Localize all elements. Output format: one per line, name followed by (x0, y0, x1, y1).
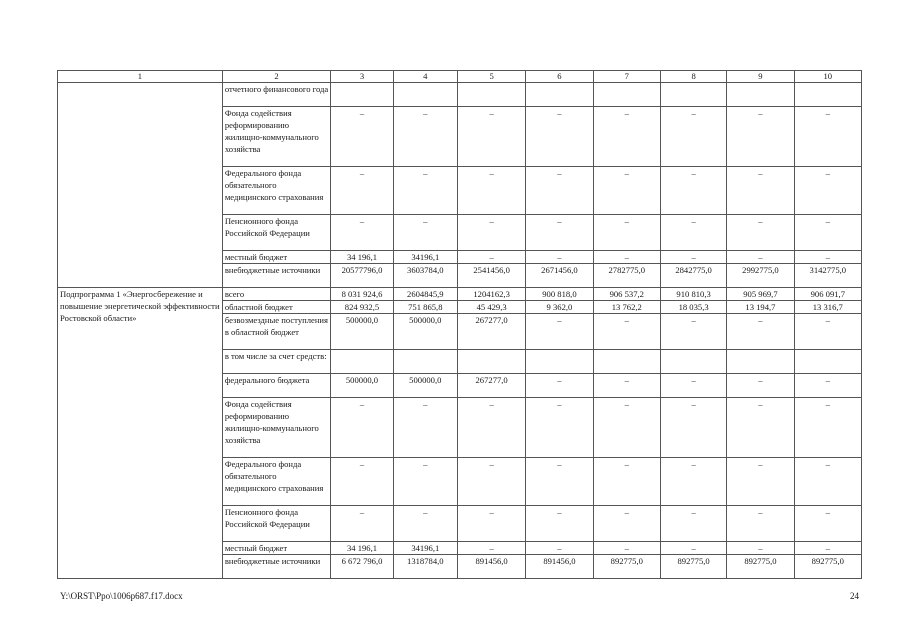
table-row (58, 83, 862, 107)
amount-cell: – (331, 107, 393, 167)
funding-source-label: Пенсионного фонда Российской Федерации (222, 215, 331, 251)
amount-cell (457, 83, 525, 107)
amount-cell: 3142775,0 (794, 264, 861, 288)
amount-cell (794, 83, 861, 107)
amount-cell (393, 350, 457, 374)
amount-cell: 3603784,0 (393, 264, 457, 288)
amount-cell: 13 194,7 (727, 301, 794, 314)
amount-cell: – (727, 167, 794, 215)
amount-cell: 18 035,3 (660, 301, 726, 314)
amount-cell: 892775,0 (794, 555, 861, 579)
amount-cell (331, 350, 393, 374)
amount-cell (393, 83, 457, 107)
amount-cell: – (457, 251, 525, 264)
amount-cell: 500000,0 (393, 314, 457, 350)
column-number-header-row (58, 71, 862, 83)
amount-cell: 905 969,7 (727, 288, 794, 301)
amount-cell: 34 196,1 (331, 542, 393, 555)
program-cell (58, 83, 223, 288)
column-number-header: 6 (526, 71, 593, 83)
amount-cell: 892775,0 (727, 555, 794, 579)
amount-cell: 891456,0 (457, 555, 525, 579)
amount-cell: – (727, 506, 794, 542)
amount-cell: 2842775,0 (660, 264, 726, 288)
amount-cell: 34196,1 (393, 542, 457, 555)
column-number-header: 1 (58, 71, 223, 83)
amount-cell: – (526, 251, 593, 264)
amount-cell: – (593, 314, 660, 350)
amount-cell: – (526, 215, 593, 251)
column-number-header: 3 (331, 71, 393, 83)
amount-cell: – (794, 107, 861, 167)
funding-source-label: Фонда содействия реформированию жилищно-коммунального хозяйства (222, 398, 331, 458)
amount-cell: 906 537,2 (593, 288, 660, 301)
amount-cell: – (727, 107, 794, 167)
amount-cell: – (593, 107, 660, 167)
amount-cell: – (457, 398, 525, 458)
amount-cell: 500000,0 (331, 314, 393, 350)
amount-cell: 500000,0 (331, 374, 393, 398)
funding-source-label: всего (222, 288, 331, 301)
column-number-header: 5 (457, 71, 525, 83)
funding-source-label: внебюджетные источники (222, 264, 331, 288)
amount-cell: – (727, 374, 794, 398)
amount-cell: – (457, 107, 525, 167)
amount-cell: – (593, 542, 660, 555)
amount-cell: 900 818,0 (526, 288, 593, 301)
amount-cell: 2604845,9 (393, 288, 457, 301)
funding-source-label: отчетного финансового года (222, 83, 331, 107)
amount-cell (457, 350, 525, 374)
funding-source-label: Федерального фонда обязательного медицинского страхования (222, 458, 331, 506)
amount-cell: – (727, 215, 794, 251)
amount-cell: – (794, 458, 861, 506)
amount-cell: – (393, 398, 457, 458)
amount-cell: – (727, 314, 794, 350)
amount-cell (593, 350, 660, 374)
amount-cell: – (727, 398, 794, 458)
page-number: 24 (850, 591, 859, 601)
amount-cell: 267277,0 (457, 374, 525, 398)
amount-cell (727, 350, 794, 374)
amount-cell: 2671456,0 (526, 264, 593, 288)
amount-cell: – (794, 374, 861, 398)
funding-source-label: Федерального фонда обязательного медицинского страхования (222, 167, 331, 215)
amount-cell: 34196,1 (393, 251, 457, 264)
amount-cell: – (660, 215, 726, 251)
amount-cell: – (727, 542, 794, 555)
amount-cell: 824 932,5 (331, 301, 393, 314)
amount-cell: 1318784,0 (393, 555, 457, 579)
column-number-header: 7 (593, 71, 660, 83)
amount-cell: 892775,0 (660, 555, 726, 579)
amount-cell: – (526, 374, 593, 398)
amount-cell: 267277,0 (457, 314, 525, 350)
amount-cell: – (593, 215, 660, 251)
amount-cell: 45 429,3 (457, 301, 525, 314)
amount-cell: – (393, 215, 457, 251)
column-number-header: 9 (727, 71, 794, 83)
amount-cell: – (660, 458, 726, 506)
funding-source-label: внебюджетные источники (222, 555, 331, 579)
file-path-footer: Y:\ORST\Ppo\1006p687.f17.docx (60, 591, 183, 601)
amount-cell: – (457, 542, 525, 555)
amount-cell: 20577796,0 (331, 264, 393, 288)
amount-cell: – (457, 506, 525, 542)
amount-cell: – (794, 314, 861, 350)
amount-cell: 6 672 796,0 (331, 555, 393, 579)
amount-cell: – (794, 506, 861, 542)
amount-cell (331, 83, 393, 107)
amount-cell: 8 031 924,6 (331, 288, 393, 301)
amount-cell: 892775,0 (593, 555, 660, 579)
amount-cell: – (593, 506, 660, 542)
amount-cell: 34 196,1 (331, 251, 393, 264)
amount-cell: – (794, 251, 861, 264)
amount-cell: – (526, 458, 593, 506)
amount-cell (660, 350, 726, 374)
amount-cell: – (794, 215, 861, 251)
amount-cell (526, 350, 593, 374)
amount-cell: – (727, 458, 794, 506)
amount-cell: – (794, 542, 861, 555)
funding-source-label: Пенсионного фонда Российской Федерации (222, 506, 331, 542)
amount-cell: – (660, 542, 726, 555)
amount-cell (593, 83, 660, 107)
table-row (58, 288, 862, 301)
budget-table (57, 70, 862, 579)
amount-cell: – (526, 314, 593, 350)
column-number-header: 2 (222, 71, 331, 83)
amount-cell (660, 83, 726, 107)
funding-source-label: в том числе за счет средств: (222, 350, 331, 374)
amount-cell: – (393, 458, 457, 506)
funding-source-label: местный бюджет (222, 251, 331, 264)
amount-cell: – (393, 167, 457, 215)
amount-cell: – (660, 251, 726, 264)
funding-source-label: местный бюджет (222, 542, 331, 555)
amount-cell: – (393, 506, 457, 542)
amount-cell: 2541456,0 (457, 264, 525, 288)
amount-cell: – (331, 215, 393, 251)
amount-cell: – (526, 398, 593, 458)
amount-cell: 9 362,0 (526, 301, 593, 314)
amount-cell: – (660, 167, 726, 215)
amount-cell: – (660, 398, 726, 458)
amount-cell: – (393, 107, 457, 167)
amount-cell: – (526, 542, 593, 555)
amount-cell: – (331, 167, 393, 215)
amount-cell: – (794, 398, 861, 458)
amount-cell: 906 091,7 (794, 288, 861, 301)
amount-cell: 2782775,0 (593, 264, 660, 288)
amount-cell: – (794, 167, 861, 215)
amount-cell: – (526, 107, 593, 167)
amount-cell: 891456,0 (526, 555, 593, 579)
amount-cell: – (331, 506, 393, 542)
amount-cell: 13 316,7 (794, 301, 861, 314)
subprogram-title: Подпрограмма 1 «Энергосбережение и повышение энергетической эффективности Ростовской области» (58, 288, 223, 579)
amount-cell: – (593, 458, 660, 506)
amount-cell: – (331, 458, 393, 506)
amount-cell: 500000,0 (393, 374, 457, 398)
column-number-header: 10 (794, 71, 861, 83)
amount-cell: – (593, 251, 660, 264)
amount-cell: – (457, 458, 525, 506)
amount-cell: 2992775,0 (727, 264, 794, 288)
amount-cell: – (660, 506, 726, 542)
amount-cell: 751 865,8 (393, 301, 457, 314)
amount-cell: – (526, 506, 593, 542)
amount-cell (727, 83, 794, 107)
amount-cell: – (457, 167, 525, 215)
amount-cell (794, 350, 861, 374)
funding-source-label: Фонда содействия реформированию жилищно-коммунального хозяйства (222, 107, 331, 167)
funding-source-label: областной бюджет (222, 301, 331, 314)
amount-cell: – (593, 167, 660, 215)
amount-cell: – (727, 251, 794, 264)
amount-cell: 910 810,3 (660, 288, 726, 301)
funding-source-label: федерального бюджета (222, 374, 331, 398)
amount-cell: – (593, 374, 660, 398)
amount-cell: 1204162,3 (457, 288, 525, 301)
funding-source-label: безвозмездные поступления в областной бюджет (222, 314, 331, 350)
amount-cell (526, 83, 593, 107)
column-number-header: 4 (393, 71, 457, 83)
amount-cell: – (660, 107, 726, 167)
column-number-header: 8 (660, 71, 726, 83)
amount-cell: – (457, 215, 525, 251)
amount-cell: – (660, 314, 726, 350)
amount-cell: – (526, 167, 593, 215)
amount-cell: – (660, 374, 726, 398)
amount-cell: – (593, 398, 660, 458)
amount-cell: – (331, 398, 393, 458)
amount-cell: 13 762,2 (593, 301, 660, 314)
